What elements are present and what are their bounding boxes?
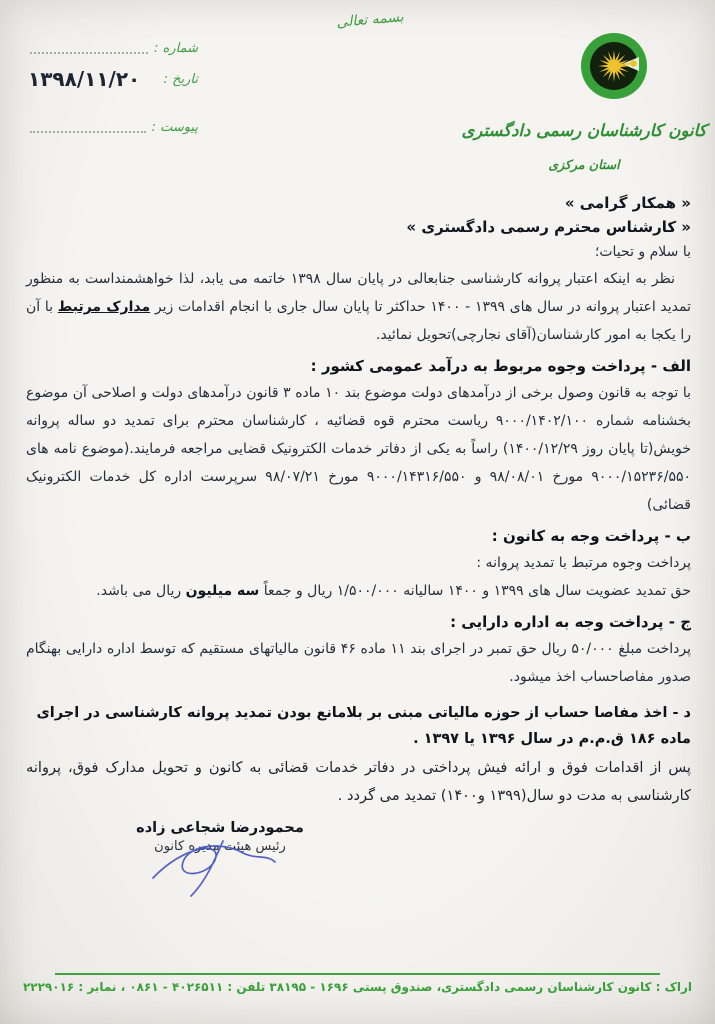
date-field-row [28, 65, 198, 93]
organization-province: استان مرکزی [548, 157, 620, 172]
signer-title: رئیس هیئت مدیره کانون [154, 839, 286, 854]
section-b-title: ب - پرداخت وجه به کانون : [491, 527, 691, 545]
signer-name: محمودرضا شجاعی زاده [136, 820, 304, 836]
membership-fee-text: حق تمدید عضویت سال های ۱۳۹۹ و ۱۴۰۰ سالیانه ۱/۵۰۰/۰۰۰ ریال و جمعاً [259, 583, 691, 599]
section-d-title: د - اخذ مفاصا حساب از حوزه مالیاتی مبنی بر بلامانع بودن تمدید پروانه کارشناسی در اجرای ماده ۱۸۶ ق.م.م در سال ۱۳۹۶ یا ۱۳۹۷ . [36, 705, 691, 747]
attachment-field-row [28, 115, 198, 135]
number-blank-line [30, 39, 148, 54]
footer-divider [55, 973, 660, 975]
section-b-line2 [26, 577, 691, 605]
number-label: شماره : [154, 41, 198, 56]
section-c-title: ج - پرداخت وجه به اداره دارایی : [450, 613, 691, 631]
signature-block [85, 820, 355, 854]
section-c-body: پرداخت مبلغ ۵۰/۰۰۰ ریال حق تمبر در اجرای بند ۱۱ ماده ۴۶ قانون مالیاتهای مستقیم که توسط اداره دارایی بهنگام صدور مفاصاحساب اخذ میشود. [26, 641, 691, 685]
header-fields [28, 36, 198, 135]
three-million-emphasis: سه میلیون [185, 583, 260, 599]
date-label: تاریخ : [163, 71, 198, 87]
justice-sunburst-logo-icon [580, 32, 648, 100]
salutation-expert: « کارشناس محترم رسمی دادگستری » [406, 218, 691, 236]
attachment-label: پیوست : [151, 120, 198, 135]
membership-fee-text-end: ریال می باشد. [96, 583, 186, 599]
date-value: ۱۳۹۸/۱۱/۲۰ [28, 67, 141, 91]
intro-paragraph [26, 265, 691, 349]
section-b-line1: پرداخت وجوه مرتبط با تمدید پروانه : [476, 555, 691, 571]
intro-text-pre: نظر به اینکه اعتبار پروانه کارشناسی جنابعالی در پایان سال ۱۳۹۸ خاتمه می یابد، لذا خواهشمنداست به منظور تمدید اعتبار پروانه در سال های ۱۳۹۹ - ۱۴۰۰ حداکثر تا پایان سال جاری با انجام اقدامات زیر [26, 271, 691, 315]
closing-paragraph: پس از اقدامات فوق و ارائه فیش پرداختی در دفاتر خدمات قضائی به کانون و تحویل مدارک فوق، پروانه کارشناسی به مدت دو سال(۱۳۹۹ و۱۴۰۰) تمدید می گردد . [26, 759, 691, 804]
number-field-row [28, 36, 198, 56]
attachment-blank-line [30, 118, 146, 133]
intro-text-post: با آن را یکجا به امور کارشناسان(آقای نجارچی)تحویل نمائید. [26, 299, 691, 343]
related-documents-emphasis: مدارک مرتبط [57, 299, 151, 315]
greeting-line: با سلام و تحیات؛ [594, 244, 691, 260]
bismillah-text: بسمه تعالی [335, 9, 405, 31]
section-a-body: با توجه به قانون وصول برخی از درآمدهای دولت موضوع بند ۱۰ ماده ۳ قانون درآمدهای دولت و اصلاحی آن موضوع بخشنامه شماره ۹۰۰۰/۱۴۰۲/۱۰۰ ریاست محترم قوه قضائیه ، کارشناسان محترم برای تمدید دو ساله پروانه خویش(تا پایان روز ۱۴۰۰/۱۲/۲۹) راساً به یکی از دفاتر خدمات الکترونیک قضایی مراجعه فرمایند.(موضوع نامه های ۹۰۰۰/۱۵۲۳۶/۵۵۰ مورخ ۹۸/۰۸/۰۱ و ۹۰۰۰/۱۴۳۱۶/۵۵۰ مورخ ۹۸/۰۷/۲۱ سرپرست اداره کل خدمات الکترونیک قضائی) [26, 385, 691, 513]
organization-name: کانون کارشناسان رسمی دادگستری [461, 121, 707, 140]
salutation-colleague: « همکار گرامی » [564, 194, 691, 212]
section-a-title: الف - پرداخت وجوه مربوط به درآمد عمومی کشور : [310, 357, 691, 375]
footer-address: اراک : کانون کارشناسان رسمی دادگستری، صندوق پستی ۱۶۹۶ - ۳۸۱۹۵ تلفن : ۴۰۲۶۵۱۱ - ۰۸۶۱ ، نمابر : ۲۲۲۹۰۱۶ [22, 980, 693, 994]
letter-body [26, 191, 691, 810]
